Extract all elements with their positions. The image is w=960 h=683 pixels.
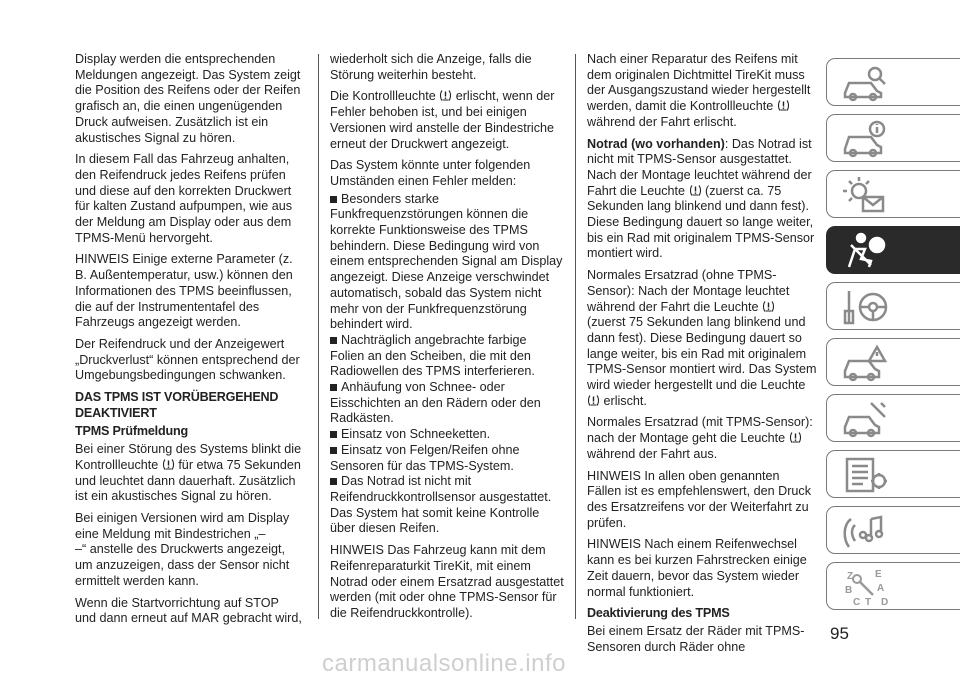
list-item: Anhäufung von Schnee- oder Eisschichten an den Rädern oder den Radkästen. <box>330 380 564 427</box>
tab-starting-driving[interactable] <box>826 282 960 330</box>
car-search-icon <box>841 63 889 103</box>
paragraph: Display werden die entsprechenden Meldungen angezeigt. Das System zeigt die Position des Reifens oder der Reifen grafisch an, die einen ungenügenden Druck aufweisen. Zusätzlich ist ein akustisches Signal zu hören. <box>75 52 301 145</box>
index-icon <box>841 567 889 607</box>
index-letter: A <box>877 583 885 594</box>
section-heading: Deaktivierung des TPMS <box>587 606 730 621</box>
maintenance-icon <box>841 399 889 439</box>
warning-lights-icon <box>841 175 889 215</box>
tab-get-to-know-car[interactable] <box>826 58 960 106</box>
subsection-heading: TPMS Prüfmeldung <box>75 424 188 439</box>
list-item: Besonders starke Funkfrequenzstörungen können die korrekte Funktionsweise des TPMS behindern. Diese Bedingung wird von einem entsprechenden Signal am Display angezeigt. Diese Anzeige verschwindet automatisch, sobald das System nicht mehr von der Funkfrequenzstörung behindert wird. <box>330 191 563 332</box>
paragraph: Normales Ersatzrad (mit TPMS-Sensor): nach der Montage geht die Leuchte während der Fahrt aus. <box>587 415 813 461</box>
tab-safety[interactable] <box>826 226 960 274</box>
page-number: 95 <box>830 624 849 643</box>
technical-data-icon <box>841 455 889 495</box>
watermark: carmanualsonline.info <box>322 650 566 677</box>
tpms-warning-icon <box>690 184 701 197</box>
paragraph: Nach einer Reparatur des Reifens mit dem originalen Dichtmittel TireKit muss der Ausgangszustand wieder hergestellt werden, damit die Kontrollleuchte während der Fahrt erlischt. <box>587 52 811 129</box>
tab-maintenance[interactable] <box>826 394 960 442</box>
multimedia-icon <box>841 511 889 551</box>
index-letter: Z <box>847 571 854 582</box>
paragraph: Der Reifendruck und der Anzeigewert „Druckverlust“ können entsprechend der Umgebungsbedingungen schwanken. <box>75 336 300 383</box>
tab-index[interactable] <box>826 562 960 610</box>
section-heading: DAS TPMS IST VORÜBERGEHEND DEAKTIVIERT <box>75 390 279 420</box>
paragraph: Normales Ersatzrad (ohne TPMS-Sensor): Nach der Montage leuchtet während der Fahrt die Leuchte (zuerst 75 Sekunden lang blinkend und dann fest). Diese Bedingung dauert so lange weiter, bis ein Rad mit originalem TPMS-Sensor montiert wird. Das System wird wieder hergestellt und die Leuchte erlischt. <box>587 268 817 408</box>
index-letter: B <box>845 585 853 596</box>
paragraph: Bei einer Störung des Systems blinkt die Kontrollleuchte für etwa 75 Sekunden und leuchtet dann dauerhaft. Zusätzlich ist ein akustisches Signal zu hören. <box>75 442 302 504</box>
tpms-warning-icon <box>763 300 774 313</box>
tpms-warning-icon <box>163 458 174 471</box>
tpms-warning-icon <box>588 394 599 407</box>
paragraph: wiederholt sich die Anzeige, falls die Störung weiterhin besteht. <box>330 52 532 82</box>
tpms-warning-icon <box>440 89 451 102</box>
starting-driving-icon <box>841 287 889 327</box>
index-letter: T <box>865 597 872 607</box>
tpms-warning-icon <box>778 99 789 112</box>
tab-warning-lights[interactable] <box>826 170 960 218</box>
paragraph: In diesem Fall das Fahrzeug anhalten, den Reifendruck jedes Reifens prüfen und diese auf den korrekten Druckwert für kalten Zustand aufpumpen, wie aus der Meldung am Display oder aus dem TPMS-Menü hervorgeht. <box>75 152 293 245</box>
column-divider <box>575 54 576 619</box>
tab-technical-data[interactable] <box>826 450 960 498</box>
index-letter: E <box>875 569 882 580</box>
note-paragraph: HINWEIS Nach einem Reifenwechsel kann es bei kurzen Fahrstrecken einige Zeit dauern, bevor das System wieder normal funktioniert. <box>587 537 807 599</box>
paragraph: Notrad (wo vorhanden): Das Notrad ist nicht mit TPMS-Sensor ausgestattet. Nach der Montage leuchtet während der Fahrt die Leuchte (zuerst ca. 75 Sekunden lang blinkend und dann fest). Diese Bedingung dauert so lange weiter, bis ein Rad mit originalem TPMS-Sensor montiert wird. <box>587 136 815 261</box>
tab-multimedia[interactable] <box>826 506 960 554</box>
index-letter: D <box>881 597 889 607</box>
note-paragraph: HINWEIS Das Fahrzeug kann mit dem Reifenreparaturkit TireKit, mit einem Notrad oder einem Ersatzrad ausgestattet werden (mit oder ohne TPMS-Sensor für die Reifendruckkontrolle). <box>330 543 564 620</box>
column-divider <box>318 54 319 619</box>
tab-dashboard-info[interactable] <box>826 114 960 162</box>
paragraph: Das System könnte unter folgenden Umständen einen Fehler melden: <box>330 158 531 188</box>
list-item: Das Notrad ist nicht mit Reifendruckkontrollsensor ausgestattet. Das System hat somit keine Kontrolle über diesen Reifen. <box>330 474 564 537</box>
tab-emergency[interactable] <box>826 338 960 386</box>
safety-airbag-icon <box>841 231 889 271</box>
paragraph: Wenn die Startvorrichtung auf STOP und dann erneut auf MAR gebracht wird, <box>75 595 302 626</box>
chapter-tabs <box>826 58 960 618</box>
tpms-warning-icon <box>790 431 801 444</box>
list-item: Einsatz von Schneeketten. <box>330 427 564 443</box>
note-paragraph: HINWEIS In allen oben genannten Fällen ist es empfehlenswert, den Druck des Ersatzreifens vor der Weiterfahrt zu prüfen. <box>587 468 811 530</box>
note-paragraph: HINWEIS Einige externe Parameter (z. B. Außentemperatur, usw.) können den Informationen des TPMS beeinflussen, die auf der Instrumententafel des Fahrzeugs angezeigt werden. <box>75 252 293 330</box>
emergency-icon <box>841 343 889 383</box>
column-1 <box>75 52 303 633</box>
paragraph: Die Kontrollleuchte erlischt, wenn der Fehler behoben ist, und bei einigen Versionen wird anstelle der Bindestriche erneut der Druckwert angezeigt. <box>330 89 555 151</box>
column-3 <box>587 52 817 661</box>
paragraph: Bei einem Ersatz der Räder mit TPMS-Sensoren durch Räder ohne <box>587 623 805 654</box>
list-item: Nachträglich angebrachte farbige Folien an den Scheiben, die mit den Radiowellen des TPMS interferieren. <box>330 333 564 380</box>
paragraph: Bei einigen Versionen wird am Display eine Meldung mit Bindestrichen „– –“ anstelle des Druckwerts angezeigt, um anzuzeigen, dass der Sensor nicht ermittelt werden kann. <box>75 510 290 588</box>
car-info-icon <box>841 119 889 159</box>
index-letter: C <box>853 597 861 607</box>
list-item: Einsatz von Felgen/Reifen ohne Sensoren für das TPMS-System. <box>330 443 564 474</box>
column-2 <box>330 52 564 628</box>
